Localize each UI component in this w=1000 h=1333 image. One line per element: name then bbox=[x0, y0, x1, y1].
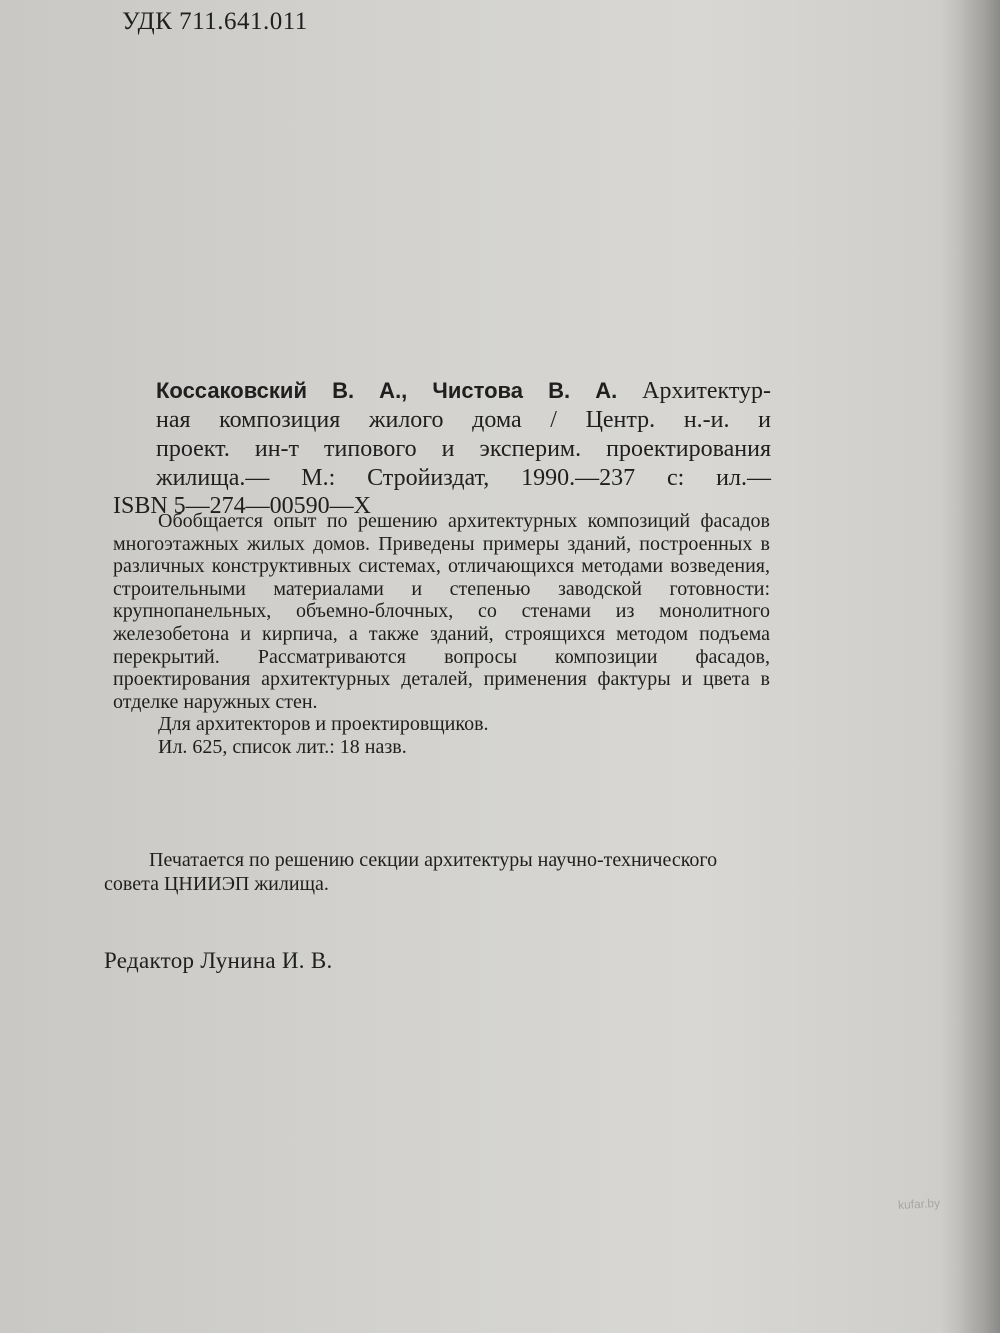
biblio-line-2: ная композиция жилого дома / Центр. н.-и. и bbox=[156, 407, 771, 433]
audience-note: Для архитекторов и проектировщиков. bbox=[158, 713, 489, 736]
udk-code: УДК 711.641.011 bbox=[122, 8, 308, 35]
editor-credit: Редактор Лунина И. В. bbox=[104, 948, 333, 973]
page-edge-shadow bbox=[958, 0, 1000, 1333]
abstract bbox=[113, 510, 770, 759]
bibliographic-record bbox=[156, 376, 771, 493]
print-approval-note bbox=[104, 848, 764, 896]
abstract-paragraph: Обобщается опыт по решению архитектурных композиций фасадов многоэтажных жилых домов. Приведены примеры зданий, построенных в различных конструктивных системах, отличающихся методами возведения, строительными материалами и степенью заводской готовности: крупнопанельных, объемно-блочных, со стенами из монолитного железобетона и кирпича, а также зданий, строящихся методом подъема перекрытий. Рассматриваются вопросы композиции фасадов, проектирования архитектурных деталей, применения фактуры и цвета в отделке наружных стен. bbox=[113, 510, 770, 713]
site-watermark: kufar.by bbox=[897, 1195, 941, 1213]
biblio-line-4: жилища.— М.: Стройиздат, 1990.—237 с: ил.— bbox=[156, 465, 771, 491]
isbn: ISBN 5—274—00590—X bbox=[113, 493, 372, 519]
print-approval-text: Печатается по решению секции архитектуры научно-технического совета ЦНИИЭП жилища. bbox=[104, 849, 718, 895]
authors: Коссаковский В. А., Чистова В. А. bbox=[156, 378, 618, 403]
biblio-line-1 bbox=[156, 376, 771, 406]
illustrations-note: Ил. 625, список лит.: 18 назв. bbox=[158, 735, 407, 758]
title-part-1: Архитектур- bbox=[642, 378, 771, 404]
biblio-line-3: проект. ин-т типового и эксперим. проектирования bbox=[156, 436, 771, 462]
